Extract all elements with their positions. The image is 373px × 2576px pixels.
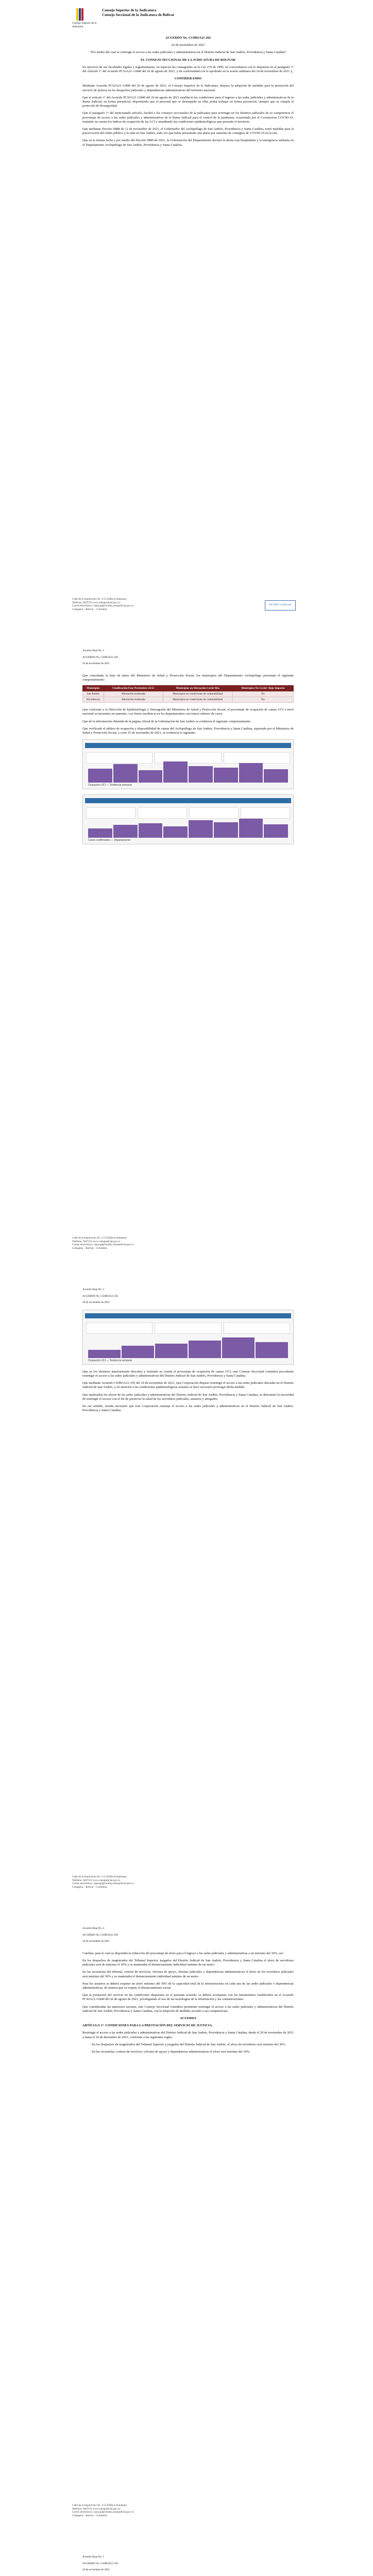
bullet-item: En los despachos de magistrados del Tribunal Superior y juzgados del Distrito Judicial de San Andrés, el aforo de servidores será máximo del 30%.: [92, 2042, 286, 2046]
dashboard-bar: [239, 819, 263, 838]
bullet-item: En las secretarías, centros de servicios, oficinas de apoyo y dependencias administrativas el aforo será máximo del 30%.: [92, 2050, 250, 2054]
dashboard-bar: [113, 825, 138, 838]
page-ref-date: 26 de noviembre de 2021: [82, 1940, 110, 1943]
table-cell: Afectación moderada: [104, 697, 163, 703]
footer-city: Cartagena – Bolívar – Colombia: [72, 607, 107, 611]
dashboard-bar: [88, 828, 112, 838]
dashboard-bar: [214, 822, 238, 838]
footer-email: Correo electrónico: csjsacgd@cendoj.ramajudicial.gov.co: [72, 1243, 134, 1247]
dashboard-bar: [155, 1344, 188, 1358]
table-cell: No: [232, 697, 293, 703]
footer-city: Cartagena – Bolívar – Colombia: [72, 1246, 107, 1250]
council-heading: EL CONSEJO SECCIONAL DE LA JUDICATURA DE BOLÍVAR: [141, 58, 235, 62]
dashboard-header-bar: [85, 1313, 291, 1318]
footer-email: Correo electrónico: csjsacgd@cendoj.ramajudicial.gov.co: [72, 604, 134, 608]
footer-email: Correo electrónico: csjsacgd@cendoj.ramajudicial.gov.co: [72, 1882, 134, 1886]
article-1-title: ARTÍCULO 1º. CONDICIONES PARA LA PRESTACIÓN DEL SERVICIO DE JUSTICIA.: [82, 2024, 213, 2028]
org-line-2: Consejo Seccional de la Judicatura de Bolívar: [102, 12, 175, 17]
page-ref: ACUERDO No. CSJBOA21-202: [82, 1933, 118, 1937]
judiciary-logo: [72, 7, 97, 28]
dashboard-bar: [189, 820, 213, 838]
paragraph: Que en la misma fecha y por medio del Decreto 0889 de 2021, la Gobernación del Departamento declaró la alerta roja hospitalaria y la emergencia sanitaria en el Departamento Archipiélago de San Andrés, Providencia y Santa Catalina.: [82, 139, 294, 147]
letterhead-title: [102, 8, 175, 17]
table-cell: Municipios en condiciones de vulnerabilidad: [163, 697, 232, 703]
table-cell: Afectación moderada: [104, 691, 163, 697]
dashboard-legend: Ocupación UCI — Tendencia semanal: [88, 1359, 132, 1362]
dashboard-bar: [222, 1337, 255, 1358]
page-5-body: [82, 2555, 294, 2576]
dashboard-bar: [264, 769, 288, 783]
table-cell: Providencia: [83, 697, 104, 703]
dashboard-legend: Ocupación UCI — Tendencia semanal: [88, 784, 132, 787]
footer-phone: Teléfono: 6647313 www.ramajudicial.gov.co: [72, 2507, 121, 2511]
paragraph: Que consideradas las anteriores razones, este Consejo Seccional considera pertinente restringir el acceso a las sedes judiciales y administrativas del Distrito Judicial de San Andrés, Providencia y Santa Catalina, con la adopción de medidas acordes a sus competencias.: [82, 2005, 294, 2013]
table-header: Municipios: [83, 686, 104, 691]
dashboard-bars: [88, 1334, 288, 1358]
page-ref-date: 26 de noviembre de 2021: [82, 1301, 110, 1304]
page-footer: [72, 1875, 299, 1889]
dashboard-bar: [113, 764, 138, 783]
footer-city: Cartagena – Bolívar – Colombia: [72, 1885, 107, 1889]
dashboard-bars: [88, 759, 288, 783]
table-header: Municipios No Covid / Bajo Impacto: [232, 686, 293, 691]
dashboard-header-bar: [85, 743, 291, 748]
page-1-body: [82, 36, 294, 150]
footer-city: Cartagena – Bolívar – Colombia: [72, 2514, 107, 2517]
dashboard-bar: [239, 763, 263, 783]
table-intro: Que consultada la base de datos del Ministerio de Salud y Protección Social, los municipios del Departamento Archipiélago presentan el siguiente comportamiento:: [82, 673, 294, 682]
paragraph: Que mediante Acuerdo CSJBOA21-195 del 19 de noviembre de 2021, esta Corporación dispuso restringir el acceso a las sedes judiciales ubicadas en el Distrito Judicial de San Andrés, y en atención a las condiciones epidemiológicas actuales se hace necesario prorrogar dicha medida.: [82, 1381, 294, 1389]
table-header: Clasificación Fase Noviembre 22/21: [104, 686, 163, 691]
page-label: Acuerdo Hoja No. 3: [82, 1288, 105, 1291]
municipality-table: [82, 685, 294, 703]
dashboard-bar: [139, 770, 163, 783]
page-label: Acuerdo Hoja No. 2: [82, 649, 105, 652]
table-row: [83, 691, 294, 697]
dashboard-bar: [163, 826, 188, 838]
dashboard-bar: [189, 1341, 221, 1358]
article-1-text: Restringir el acceso a las sedes judiciales y administrativas del Distrito Judicial de San Andrés, Providencia y Santa Catalina, desde el 29 de noviembre de 2021 y hasta el 10 de diciembre de 2021, conforme a las siguientes reglas:: [82, 2031, 294, 2039]
paragraph: Que mediante Decreto 0888 de 12 de noviembre de 2021, el Gobernador del Archipiélago de San Andrés, Providencia y Santa Catalina, tomó medidas para la preservación del orden público y la vida en San Andrés, toda vez que había presentado una alerta por aumento de contagios de COVID-19 en la isla.: [82, 127, 294, 135]
page-3: [0, 1278, 373, 1906]
paragraph: Que analizados los aforos de las sedes judiciales y administrativas del Distrito Judicial de San Andrés, Providencia y Santa Catalina, se determinó la necesidad de restringir el acceso con el fin de preservar la salud de los servidores judiciales, usuarios y abogados.: [82, 1393, 294, 1401]
paragraph: En ese sentido, resulta necesario que esta Corporación restrinja el acceso a las sedes judiciales y administrativas en el Distrito Judicial de San Andrés, Providencia y Santa Catalina.: [82, 1404, 294, 1413]
paragraph: Catalina, para lo cual se dispondrá la reducción del porcentaje de aforo para el ingreso a las sedes judiciales y administrativas a un máximo del 30%, así:: [82, 1951, 284, 1955]
paragraph: Que el parágrafo 1º del mencionado artículo, facultó a los consejos seccionales de la judicatura para restringir en los distritos judiciales de su competencia el porcentaje de acceso a las sedes judiciales y administrativas de la Rama Judicial para el control de la pandemia, ocasionada por el Coronavirus COVID-19, teniendo en cuenta los índices de ocupación de las UCI y atendiendo las condiciones epidemiológicas que presente el territorio.: [82, 111, 294, 124]
footer-phone: Teléfono: 6647313 www.ramajudicial.gov.co: [72, 601, 121, 604]
page-footer: [72, 1236, 299, 1250]
dashboard-bar: [163, 761, 188, 783]
footer-address: Calle de la Inquisición No. 3-53 Edificio Kalamary: [72, 1236, 127, 1240]
dashboard-bar: [122, 1346, 154, 1358]
dashboard-bar: [189, 766, 213, 783]
footer-phone: Teléfono: 6647313 www.ramajudicial.gov.co: [72, 1240, 121, 1243]
logo-caption: Consejo Superior de la Judicatura: [72, 22, 97, 28]
paragraph: Que el artículo 1º del Acuerdo PCSJA21-11840 del 26 de agosto de 2021 estableció las condiciones para el ingreso a las sedes judiciales y administrativas de la Rama Judicial, en forma presencial, disponiendo que el personal que se desempeñe en ellas podrá trabajar en forma presencial, siempre que se cumpla el protocolo de bioseguridad.: [82, 95, 294, 108]
agreement-date: 26 de noviembre de 2021: [171, 43, 205, 47]
table-cell: San Andrés: [83, 691, 104, 697]
paragraph: Que conforme a la Dirección de Epidemiología y Demografía del Ministerio de Salud y Protección Social, el porcentaje de ocupación de camas UCI a nivel nacional se encuentra en aumento, con fuerte incidencia en los departamentos con mayor número de casos.: [82, 708, 294, 716]
page-ref: ACUERDO No. CSJBOA21-202: [82, 2562, 118, 2565]
page-footer: [72, 2504, 299, 2517]
paragraph: Que de la información obtenida de la página oficial de la Gobernación de San Andrés se evidencia el siguiente comportamiento:: [82, 719, 251, 723]
dashboard-screenshot-2: [82, 794, 294, 844]
dashboard-tile: [86, 1323, 152, 1334]
page-ref-date: 26 de noviembre de 2021: [82, 2568, 110, 2572]
table-header: Municipios en Afectación Covid Alta: [163, 686, 232, 691]
dashboard-bar: [264, 824, 288, 838]
footer-address: Calle de la Inquisición No. 3-53 Edificio Kalamary: [72, 598, 127, 601]
page-2: [0, 639, 373, 1267]
page-2-body: [82, 649, 294, 844]
page-5: [0, 2545, 373, 2576]
page-ref: ACUERDO No. CSJBOA21-202: [82, 655, 118, 659]
dashboard-bar: [214, 768, 238, 783]
page-3-body: [82, 1288, 294, 1416]
paragraph: Que verificado el tablero de ocupación y disponibilidad de camas del Archipiélago de San Andrés, Providencia y Santa Catalina, reportado por el Ministerio de Salud y Protección Social, a corte 25 de noviembre de 2021, se evidencia lo siguiente:: [82, 726, 294, 735]
page-ref: ACUERDO No. CSJBOA21-202: [82, 1294, 118, 1298]
page-label: Acuerdo Hoja No. 5: [82, 2555, 105, 2558]
dashboard-tile: [224, 1323, 290, 1334]
dashboard-bar: [256, 1342, 288, 1358]
dashboard-legend: Casos confirmados — Departamento: [88, 839, 131, 842]
paragraph: Que en los términos anteriormente descritos y teniendo en cuenta el porcentaje de ocupación de camas UCI, este Consejo Seccional considera procedente restringir el acceso a las sedes judiciales y administrativas del Distrito Judicial de San Andrés, Providencia y Santa Catalina.: [82, 1369, 294, 1378]
page-4: [0, 1917, 373, 2535]
table-cell: Municipios en condiciones de vulnerabilidad: [163, 691, 232, 697]
letterhead: [72, 7, 299, 26]
footer-address: Calle de la Inquisición No. 3-53 Edificio Kalamary: [72, 2504, 127, 2507]
dashboard-screenshot-1: [82, 739, 294, 789]
agreement-decision-heading: ACUERDA: [180, 2016, 196, 2021]
dashboard-bars: [88, 814, 288, 838]
table-cell: No: [232, 691, 293, 697]
table-row: [83, 697, 294, 703]
paragraph: Que la prestación del servicio en las condiciones dispuestas en el presente acuerdo, se deberá acompasar con los lineamientos establecidos en el Acuerdo PCSJA21-11840 del 26 de agosto de 2021, privilegiando el uso de las tecnologías de la información y las comunicaciones.: [82, 1993, 294, 2002]
footer-email: Correo electrónico: csjsacgd@cendoj.ramajudicial.gov.co: [72, 2511, 134, 2514]
page-1: [0, 0, 373, 629]
paragraph: Para los usuarios se deberá respetar un aforo máximo del 30% de la capacidad total de la infraestructura en cada una de las sedes judiciales o dependencias administrativas, de manera que se respete el distanciamiento social.: [82, 1981, 294, 1990]
dashboard-bar: [88, 769, 112, 783]
footer-address: Calle de la Inquisición No. 3-53 Edificio Kalamary: [72, 1875, 127, 1878]
dashboard-header-bar: [85, 798, 291, 803]
intro-paragraph: En ejercicio de sus facultades legales y reglamentarias, en especial las consagradas en la Ley 270 de 1996, en concordancia con lo dispuesto en el parágrafo 1º del Artículo 1º del Acuerdo PCSJA21-11840 del 26 de agosto de 2021, y de conformidad con lo aprobado en la sesión ordinaria del 24 de noviembre de 2021 y,: [82, 65, 294, 74]
paragraph: Mediante Acuerdo PCSJA21-11840 del 26 de agosto de 2021, el Consejo Superior de la Judicatura, dispuso la adopción de medidas para la prestación del servicio de justicia en los despachos judiciales y dependencias administrativas del territorio nacional.: [82, 84, 294, 92]
paragraph: En los despachos de magistrados del Tribunal Superior, juzgados del Distrito Judicial de San Andrés, Providencia y Santa Catalina el aforo de servidores judiciales será de máximo el 30% y se mantendrá el distanciamiento individual mínimo de un metro.: [82, 1958, 294, 1967]
page-label: Acuerdo Hoja No. 4: [82, 1927, 105, 1930]
certification-stamp: ISO 9001 Certificado: [265, 600, 296, 611]
page-ref-date: 26 de noviembre de 2021: [82, 662, 110, 666]
paragraph: En las secretarías del tribunal, centros de servicios, oficinas de apoyo, oficinas judiciales y dependencias administrativas el aforo de los servidores judiciales será máximo del 30% y se mantendrá el distanciamiento individual mínimo de un metro.: [82, 1970, 294, 1978]
agreement-title: ACUERDO No. CSJBOA21-202: [165, 36, 211, 40]
org-line-1: Consejo Superior de la Judicatura: [102, 8, 157, 12]
dashboard-bar: [139, 823, 163, 838]
dashboard-tiles: [86, 1323, 290, 1334]
dashboard-bar: [88, 1350, 121, 1358]
dashboard-tile: [155, 1323, 221, 1334]
agreement-subtitle: “Por medio del cual se restringe el acceso a las sedes judiciales y administrativas en el Distrito Judicial de San Andrés, Providencia y Santa Catalina”: [90, 50, 286, 55]
footer-phone: Teléfono: 6647313 www.ramajudicial.gov.co: [72, 1878, 121, 1882]
dashboard-screenshot-3: [82, 1310, 294, 1365]
considering-heading: CONSIDERANDO: [174, 77, 202, 81]
page-4-body: [82, 1927, 294, 2057]
